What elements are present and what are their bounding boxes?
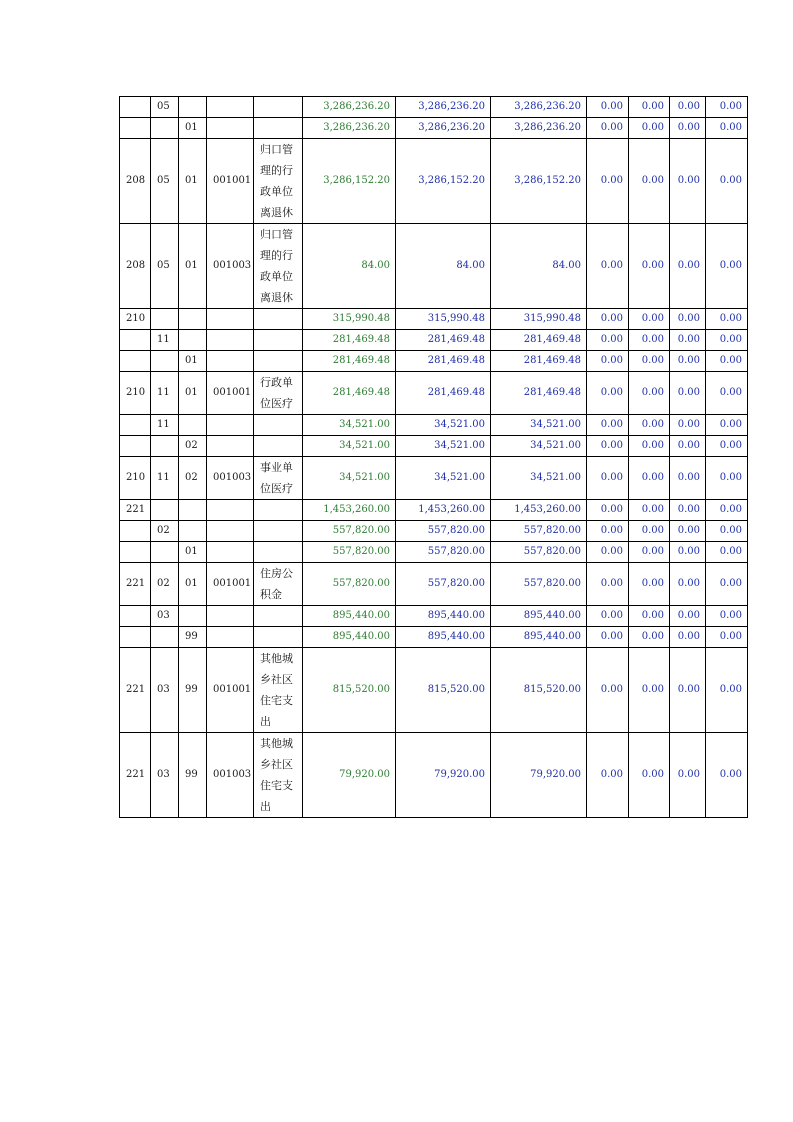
amount-cell: 0.00: [706, 224, 748, 309]
amount-cell: 0.00: [629, 351, 670, 372]
amount-cell: 0.00: [706, 563, 748, 606]
amount-cell: 0.00: [629, 97, 670, 118]
total-amount-cell: 895,440.00: [303, 606, 396, 627]
amount-cell: 0.00: [629, 330, 670, 351]
section-code-cell: [151, 309, 179, 330]
amount-cell: 0.00: [629, 606, 670, 627]
item-code-cell: [179, 521, 207, 542]
amount-cell: 3,286,236.20: [396, 118, 491, 139]
item-code-cell: [179, 330, 207, 351]
unit-code-cell: [207, 330, 254, 351]
amount-cell: 557,820.00: [491, 563, 587, 606]
class-code-cell: [120, 351, 151, 372]
amount-cell: 0.00: [629, 521, 670, 542]
amount-cell: 34,521.00: [396, 436, 491, 457]
amount-cell: 0.00: [670, 351, 706, 372]
total-amount-cell: 34,521.00: [303, 436, 396, 457]
total-amount-cell: 34,521.00: [303, 457, 396, 500]
unit-code-cell: 001003: [207, 733, 254, 818]
total-amount-cell: 557,820.00: [303, 563, 396, 606]
unit-code-cell: [207, 118, 254, 139]
amount-cell: 0.00: [706, 457, 748, 500]
unit-code-cell: 001003: [207, 457, 254, 500]
amount-cell: 34,521.00: [396, 457, 491, 500]
table-row: [120, 648, 748, 733]
item-name-cell: [254, 606, 303, 627]
table-row: [120, 542, 748, 563]
amount-cell: 0.00: [670, 118, 706, 139]
unit-code-cell: [207, 436, 254, 457]
item-code-cell: 99: [179, 648, 207, 733]
item-code-cell: 99: [179, 733, 207, 818]
total-amount-cell: 3,286,236.20: [303, 118, 396, 139]
amount-cell: 0.00: [587, 627, 629, 648]
amount-cell: 0.00: [587, 563, 629, 606]
amount-cell: 895,440.00: [491, 627, 587, 648]
unit-code-cell: 001001: [207, 648, 254, 733]
class-code-cell: [120, 521, 151, 542]
total-amount-cell: 557,820.00: [303, 542, 396, 563]
class-code-cell: [120, 606, 151, 627]
amount-cell: 281,469.48: [491, 372, 587, 415]
item-name-cell: [254, 627, 303, 648]
amount-cell: 0.00: [629, 457, 670, 500]
item-code-cell: [179, 500, 207, 521]
section-code-cell: [151, 351, 179, 372]
amount-cell: 557,820.00: [491, 542, 587, 563]
amount-cell: 0.00: [670, 372, 706, 415]
amount-cell: 0.00: [706, 606, 748, 627]
item-code-cell: 02: [179, 457, 207, 500]
amount-cell: 0.00: [706, 118, 748, 139]
class-code-cell: [120, 97, 151, 118]
amount-cell: 557,820.00: [491, 521, 587, 542]
total-amount-cell: 281,469.48: [303, 330, 396, 351]
table-row: [120, 118, 748, 139]
amount-cell: 0.00: [706, 648, 748, 733]
section-code-cell: 02: [151, 563, 179, 606]
section-code-cell: [151, 118, 179, 139]
amount-cell: 815,520.00: [396, 648, 491, 733]
unit-code-cell: 001001: [207, 563, 254, 606]
section-code-cell: [151, 500, 179, 521]
amount-cell: 557,820.00: [396, 542, 491, 563]
amount-cell: 34,521.00: [491, 436, 587, 457]
class-code-cell: [120, 118, 151, 139]
amount-cell: 557,820.00: [396, 521, 491, 542]
unit-code-cell: [207, 606, 254, 627]
amount-cell: 79,920.00: [491, 733, 587, 818]
class-code-cell: 221: [120, 733, 151, 818]
class-code-cell: [120, 627, 151, 648]
amount-cell: 0.00: [706, 139, 748, 224]
section-code-cell: 03: [151, 648, 179, 733]
amount-cell: 0.00: [587, 224, 629, 309]
amount-cell: 0.00: [706, 627, 748, 648]
amount-cell: 281,469.48: [396, 351, 491, 372]
amount-cell: 0.00: [706, 500, 748, 521]
class-code-cell: 221: [120, 648, 151, 733]
amount-cell: 0.00: [587, 500, 629, 521]
item-name-cell: [254, 436, 303, 457]
amount-cell: 0.00: [587, 521, 629, 542]
item-name-cell: [254, 500, 303, 521]
amount-cell: 895,440.00: [396, 627, 491, 648]
amount-cell: 895,440.00: [396, 606, 491, 627]
amount-cell: 0.00: [629, 648, 670, 733]
amount-cell: 0.00: [629, 415, 670, 436]
amount-cell: 0.00: [706, 733, 748, 818]
table-row: [120, 330, 748, 351]
item-code-cell: [179, 606, 207, 627]
item-code-cell: 01: [179, 224, 207, 309]
item-code-cell: 01: [179, 139, 207, 224]
class-code-cell: [120, 542, 151, 563]
amount-cell: 0.00: [629, 436, 670, 457]
table-row: [120, 606, 748, 627]
section-code-cell: 05: [151, 224, 179, 309]
table-row: [120, 563, 748, 606]
unit-code-cell: [207, 97, 254, 118]
item-name-cell: 事业单位医疗: [254, 457, 303, 500]
amount-cell: 34,521.00: [491, 415, 587, 436]
item-code-cell: 01: [179, 118, 207, 139]
item-name-cell: 归口管理的行政单位离退休: [254, 139, 303, 224]
total-amount-cell: 281,469.48: [303, 372, 396, 415]
amount-cell: 0.00: [706, 521, 748, 542]
amount-cell: 0.00: [670, 563, 706, 606]
amount-cell: 0.00: [629, 733, 670, 818]
item-code-cell: 99: [179, 627, 207, 648]
table-row: [120, 97, 748, 118]
section-code-cell: [151, 627, 179, 648]
item-name-cell: [254, 351, 303, 372]
class-code-cell: 221: [120, 500, 151, 521]
amount-cell: 0.00: [629, 563, 670, 606]
item-name-cell: [254, 330, 303, 351]
total-amount-cell: 557,820.00: [303, 521, 396, 542]
table-row: [120, 521, 748, 542]
item-name-cell: 归口管理的行政单位离退休: [254, 224, 303, 309]
table-row: [120, 224, 748, 309]
amount-cell: 0.00: [629, 139, 670, 224]
unit-code-cell: [207, 500, 254, 521]
amount-cell: 0.00: [670, 224, 706, 309]
amount-cell: 0.00: [706, 97, 748, 118]
item-name-cell: 住房公积金: [254, 563, 303, 606]
class-code-cell: 210: [120, 457, 151, 500]
unit-code-cell: 001001: [207, 139, 254, 224]
budget-table: [119, 96, 748, 818]
amount-cell: 79,920.00: [396, 733, 491, 818]
amount-cell: 0.00: [670, 627, 706, 648]
amount-cell: 0.00: [629, 118, 670, 139]
item-name-cell: 其他城乡社区住宅支出: [254, 648, 303, 733]
amount-cell: 0.00: [629, 627, 670, 648]
amount-cell: 0.00: [587, 372, 629, 415]
item-code-cell: 01: [179, 542, 207, 563]
total-amount-cell: 281,469.48: [303, 351, 396, 372]
amount-cell: 0.00: [706, 309, 748, 330]
table-row: [120, 351, 748, 372]
amount-cell: 0.00: [629, 500, 670, 521]
item-name-cell: [254, 309, 303, 330]
amount-cell: 0.00: [670, 330, 706, 351]
amount-cell: 0.00: [587, 457, 629, 500]
table-row: [120, 457, 748, 500]
amount-cell: 0.00: [587, 733, 629, 818]
amount-cell: 0.00: [670, 457, 706, 500]
amount-cell: 0.00: [587, 436, 629, 457]
section-code-cell: 11: [151, 330, 179, 351]
amount-cell: 281,469.48: [396, 372, 491, 415]
amount-cell: 0.00: [706, 351, 748, 372]
amount-cell: 557,820.00: [396, 563, 491, 606]
amount-cell: 0.00: [629, 224, 670, 309]
amount-cell: 0.00: [706, 330, 748, 351]
item-name-cell: [254, 521, 303, 542]
amount-cell: 281,469.48: [396, 330, 491, 351]
amount-cell: 281,469.48: [491, 351, 587, 372]
unit-code-cell: [207, 542, 254, 563]
amount-cell: 0.00: [670, 521, 706, 542]
amount-cell: 1,453,260.00: [396, 500, 491, 521]
item-code-cell: [179, 309, 207, 330]
section-code-cell: [151, 542, 179, 563]
table-row: [120, 500, 748, 521]
amount-cell: 3,286,236.20: [491, 97, 587, 118]
amount-cell: 0.00: [629, 309, 670, 330]
amount-cell: 0.00: [587, 118, 629, 139]
item-code-cell: [179, 97, 207, 118]
item-name-cell: [254, 97, 303, 118]
class-code-cell: [120, 415, 151, 436]
amount-cell: 0.00: [670, 733, 706, 818]
amount-cell: 315,990.48: [491, 309, 587, 330]
amount-cell: 0.00: [587, 309, 629, 330]
amount-cell: 0.00: [587, 415, 629, 436]
amount-cell: 0.00: [706, 542, 748, 563]
amount-cell: 0.00: [670, 97, 706, 118]
amount-cell: 84.00: [396, 224, 491, 309]
amount-cell: 0.00: [587, 139, 629, 224]
total-amount-cell: 315,990.48: [303, 309, 396, 330]
amount-cell: 895,440.00: [491, 606, 587, 627]
amount-cell: 0.00: [629, 372, 670, 415]
amount-cell: 0.00: [587, 330, 629, 351]
amount-cell: 0.00: [670, 139, 706, 224]
amount-cell: 0.00: [587, 542, 629, 563]
item-code-cell: 01: [179, 351, 207, 372]
amount-cell: 0.00: [706, 372, 748, 415]
total-amount-cell: 895,440.00: [303, 627, 396, 648]
item-name-cell: [254, 542, 303, 563]
item-code-cell: 01: [179, 372, 207, 415]
amount-cell: 281,469.48: [491, 330, 587, 351]
table-row: [120, 415, 748, 436]
amount-cell: 0.00: [670, 500, 706, 521]
class-code-cell: [120, 330, 151, 351]
amount-cell: 0.00: [670, 542, 706, 563]
total-amount-cell: 1,453,260.00: [303, 500, 396, 521]
amount-cell: 0.00: [587, 648, 629, 733]
amount-cell: 0.00: [587, 606, 629, 627]
item-name-cell: 其他城乡社区住宅支出: [254, 733, 303, 818]
unit-code-cell: [207, 521, 254, 542]
amount-cell: 3,286,236.20: [491, 118, 587, 139]
total-amount-cell: 3,286,152.20: [303, 139, 396, 224]
class-code-cell: 208: [120, 224, 151, 309]
class-code-cell: 221: [120, 563, 151, 606]
section-code-cell: 05: [151, 97, 179, 118]
amount-cell: 0.00: [706, 415, 748, 436]
amount-cell: 3,286,236.20: [396, 97, 491, 118]
amount-cell: 315,990.48: [396, 309, 491, 330]
unit-code-cell: [207, 627, 254, 648]
amount-cell: 0.00: [587, 351, 629, 372]
section-code-cell: 03: [151, 733, 179, 818]
item-code-cell: 02: [179, 436, 207, 457]
amount-cell: 34,521.00: [396, 415, 491, 436]
section-code-cell: [151, 436, 179, 457]
item-name-cell: [254, 415, 303, 436]
unit-code-cell: [207, 351, 254, 372]
amount-cell: 0.00: [587, 97, 629, 118]
unit-code-cell: [207, 415, 254, 436]
total-amount-cell: 34,521.00: [303, 415, 396, 436]
table-row: [120, 372, 748, 415]
total-amount-cell: 815,520.00: [303, 648, 396, 733]
total-amount-cell: 84.00: [303, 224, 396, 309]
section-code-cell: 03: [151, 606, 179, 627]
section-code-cell: 11: [151, 457, 179, 500]
item-code-cell: 01: [179, 563, 207, 606]
class-code-cell: 210: [120, 372, 151, 415]
total-amount-cell: 79,920.00: [303, 733, 396, 818]
amount-cell: 0.00: [629, 542, 670, 563]
amount-cell: 0.00: [670, 415, 706, 436]
class-code-cell: 208: [120, 139, 151, 224]
amount-cell: 0.00: [670, 436, 706, 457]
total-amount-cell: 3,286,236.20: [303, 97, 396, 118]
amount-cell: 0.00: [670, 606, 706, 627]
unit-code-cell: 001001: [207, 372, 254, 415]
table-row: [120, 309, 748, 330]
table-row: [120, 139, 748, 224]
amount-cell: 0.00: [670, 648, 706, 733]
amount-cell: 0.00: [706, 436, 748, 457]
amount-cell: 34,521.00: [491, 457, 587, 500]
amount-cell: 3,286,152.20: [491, 139, 587, 224]
unit-code-cell: [207, 309, 254, 330]
class-code-cell: [120, 436, 151, 457]
amount-cell: 1,453,260.00: [491, 500, 587, 521]
table-row: [120, 436, 748, 457]
unit-code-cell: 001003: [207, 224, 254, 309]
item-name-cell: [254, 118, 303, 139]
amount-cell: 0.00: [670, 309, 706, 330]
item-code-cell: [179, 415, 207, 436]
amount-cell: 3,286,152.20: [396, 139, 491, 224]
amount-cell: 815,520.00: [491, 648, 587, 733]
amount-cell: 84.00: [491, 224, 587, 309]
item-name-cell: 行政单位医疗: [254, 372, 303, 415]
table-row: [120, 733, 748, 818]
section-code-cell: 02: [151, 521, 179, 542]
section-code-cell: 11: [151, 372, 179, 415]
section-code-cell: 11: [151, 415, 179, 436]
class-code-cell: 210: [120, 309, 151, 330]
table-row: [120, 627, 748, 648]
section-code-cell: 05: [151, 139, 179, 224]
